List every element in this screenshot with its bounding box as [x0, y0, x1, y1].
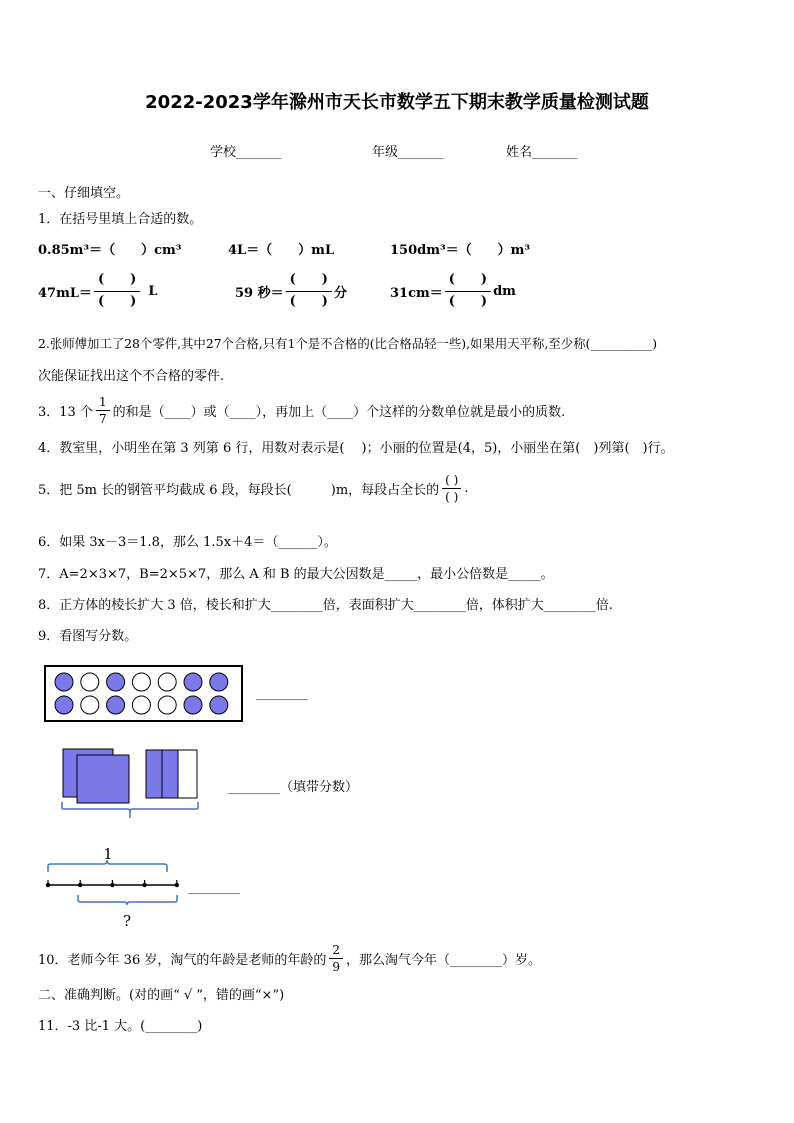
section-1-heading: 一、仔细填空。	[38, 186, 130, 201]
filled-circle	[210, 673, 228, 691]
name-field[interactable]: 姓名_______	[506, 145, 578, 160]
q1-item-e	[235, 272, 347, 311]
tick-group	[46, 880, 179, 887]
question-6: 6．如果 3x－3＝1.8，那么 1.5x＋4＝（______）。	[38, 535, 337, 550]
number-line-bottom-label: ?	[122, 912, 132, 930]
q10-prefix: 10．老师今年 36 岁，淘气的年龄是老师的年龄的	[38, 953, 327, 968]
partial-square-strip-1	[146, 750, 162, 798]
fraction-denominator: ( )	[289, 293, 328, 309]
fraction-numerator: 2	[329, 944, 343, 959]
q1-e-unit: 分	[333, 285, 347, 301]
fraction-denominator: ( )	[448, 293, 488, 309]
fraction-numerator: ( )	[442, 474, 461, 489]
filled-circle	[55, 673, 73, 691]
q1-e-prefix: 59 秒＝	[235, 285, 284, 301]
question-2-line-1: 2.张师傅加工了28个零件,其中27个合格,只有1个是不合格的(比合格品轻一些),如果用天平称,至少称(__________)	[38, 336, 658, 351]
filled-circle	[184, 673, 202, 691]
q1-item-f	[390, 272, 516, 311]
q3-prefix: 3．13 个	[38, 405, 93, 420]
filled-circle	[107, 673, 125, 691]
number-line-dot	[142, 883, 146, 887]
empty-circle	[158, 696, 176, 714]
q1-f-prefix: 31cm＝	[390, 285, 443, 301]
q5-suffix: .	[464, 481, 469, 496]
filled-circle	[55, 696, 73, 714]
empty-circle	[132, 696, 150, 714]
question-11: 11．-3 比-1 大。(________)	[38, 1019, 203, 1034]
full-square-front	[77, 755, 129, 803]
q5-fraction	[442, 474, 461, 503]
question-8: 8．正方体的棱长扩大 3 倍，棱长和扩大________倍，表面积扩大________倍，体积扩大________倍.	[38, 598, 613, 613]
q10-fraction	[329, 944, 343, 973]
q1-e-fraction	[286, 272, 332, 311]
q1-f-unit: dm	[493, 283, 516, 299]
q10-suffix: ，那么淘气今年（________）岁。	[346, 953, 542, 968]
grade-field[interactable]: 年级_______	[372, 145, 444, 160]
question-5	[38, 474, 468, 503]
number-line-top-label: 1	[103, 845, 113, 863]
filled-circle	[210, 696, 228, 714]
question-7: 7．A=2×3×7，B=2×5×7，那么 A 和 B 的最大公因数是_____，最小公倍数是_____。	[38, 567, 554, 582]
q3-fraction	[96, 396, 110, 425]
number-line-dot	[46, 883, 50, 887]
q1-item-a: 0.85m³＝（ ）cm³	[38, 243, 182, 258]
empty-circle	[132, 673, 150, 691]
fraction-denominator: 9	[332, 960, 340, 974]
fraction-numerator: ( )	[94, 272, 140, 292]
partial-square-strip-2	[162, 750, 178, 798]
question-3	[38, 396, 565, 425]
question-1-stem: 1．在括号里填上合适的数。	[38, 212, 203, 227]
empty-circle	[158, 673, 176, 691]
section-2-heading: 二、准确判断。(对的画“ √ ”，错的画“×”)	[38, 988, 285, 1003]
q1-item-c: 150dm³＝（ ）m³	[390, 243, 531, 258]
filled-circle	[184, 696, 202, 714]
q9-blank-2[interactable]: ________（填带分数）	[228, 780, 359, 795]
q5-prefix: 5．把 5m 长的钢管平均截成 6 段，每段长( )m，每段占全长的	[38, 483, 440, 498]
q1-item-d	[38, 272, 157, 311]
q1-d-prefix: 47mL＝	[38, 285, 92, 301]
fraction-numerator: ( )	[445, 272, 491, 292]
school-field[interactable]: 学校_______	[210, 145, 282, 160]
question-2-line-2: 次能保证找出这个不合格的零件.	[38, 369, 225, 384]
fraction-denominator: ( )	[445, 490, 459, 504]
empty-circle	[81, 696, 99, 714]
question-4: 4．教室里，小明坐在第 3 列第 6 行，用数对表示是( )；小丽的位置是(4，5)，小丽坐在第( )列第( )行。	[38, 441, 674, 456]
page-title: 2022-2023学年滁州市天长市数学五下期末教学质量检测试题	[145, 92, 649, 113]
question-9-stem: 9．看图写分数。	[38, 629, 138, 644]
fraction-denominator: ( )	[98, 293, 137, 309]
q1-f-fraction	[445, 272, 491, 311]
brace-bottom	[78, 895, 177, 905]
squares-figure	[55, 745, 205, 823]
question-10	[38, 944, 541, 973]
fraction-numerator: 1	[96, 396, 110, 411]
number-line-dot	[78, 883, 82, 887]
q9-blank-3[interactable]: ________	[188, 880, 240, 895]
fraction-denominator: 7	[98, 412, 107, 426]
partial-square-strip-3	[178, 750, 197, 798]
q1-item-b: 4L＝（ ）mL	[228, 243, 335, 258]
circles-figure	[44, 665, 244, 723]
q1-d-fraction	[94, 272, 140, 311]
filled-circle	[107, 696, 125, 714]
q9-blank-1[interactable]: ________	[256, 686, 308, 701]
number-line-dot	[175, 883, 179, 887]
number-line-dot	[110, 883, 114, 887]
number-line-figure	[40, 843, 190, 933]
fraction-numerator: ( )	[286, 272, 332, 292]
q1-d-unit: L	[148, 283, 158, 299]
q3-suffix: 的和是（____）或（____），再加上（____）个这样的分数单位就是最小的质数.	[112, 405, 566, 420]
empty-circle	[81, 673, 99, 691]
